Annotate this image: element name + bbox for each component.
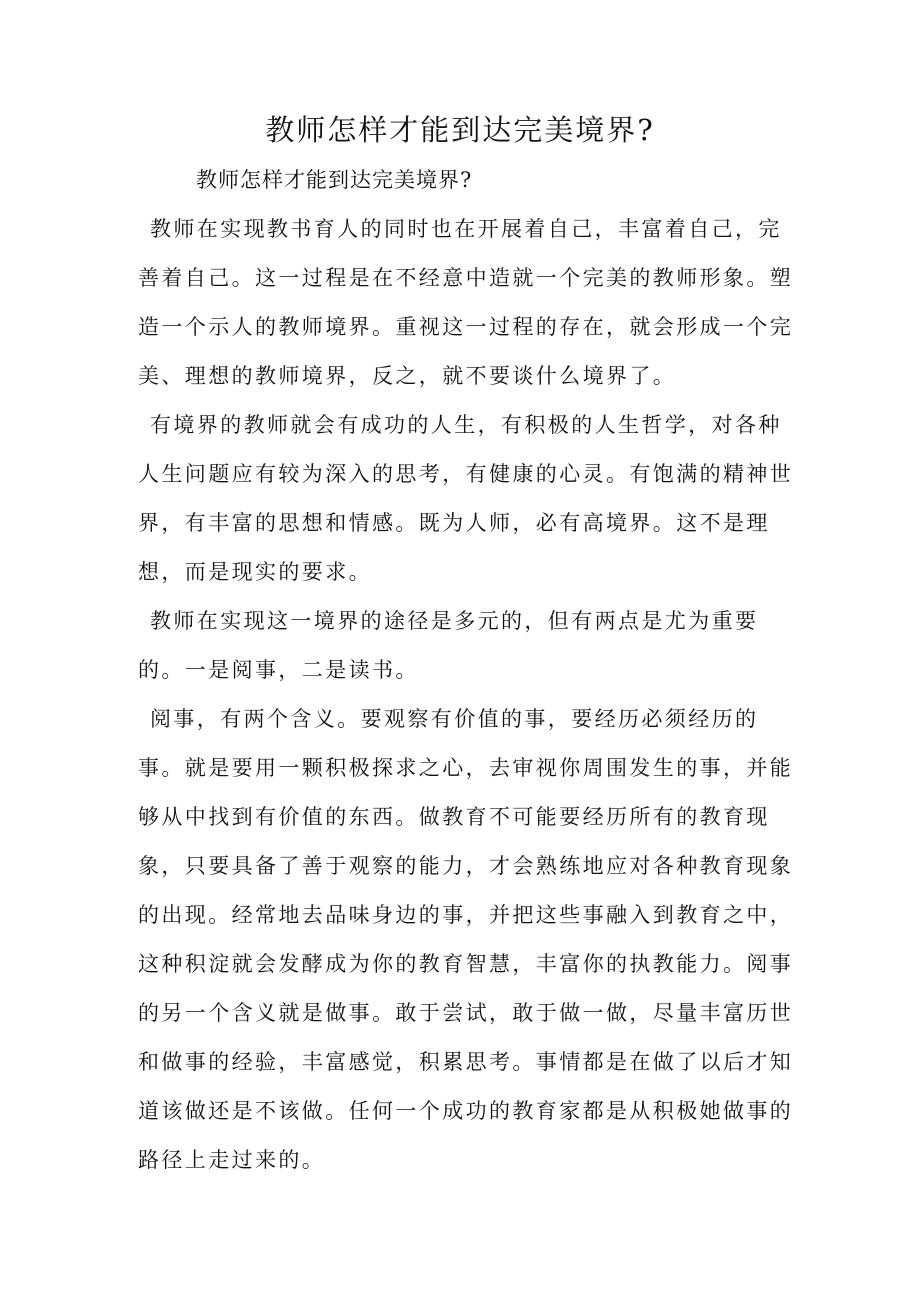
body-line: 和做事的经验，丰富感觉，积累思考。事情都是在做了以后才知 [138,1050,794,1074]
body-line: 的出现。经常地去品味身边的事，并把这些事融入到教育之中， [138,903,794,927]
body-line: 的另一个含义就是做事。敢于尝试，敢于做一做，尽量丰富历世 [138,1001,794,1025]
body-line: 美、理想的教师境界，反之，就不要谈什么境界了。 [138,364,677,388]
body-line: 人生问题应有较为深入的思考，有健康的心灵。有饱满的精神世 [138,462,794,486]
body-line: 够从中找到有价值的东西。做教育不可能要经历所有的教育现 [138,805,770,829]
body-line: 想，而是现实的要求。 [138,560,372,584]
body-line: 造一个示人的教师境界。重视这一过程的存在，就会形成一个完 [138,315,794,339]
body-line: 路径上走过来的。 [138,1148,326,1172]
body-line: 教师在实现教书育人的同时也在开展着自己，丰富着自己，完 [150,217,782,241]
body-line: 教师在实现这一境界的途径是多元的，但有两点是尤为重要 [150,609,759,633]
document-subtitle: 教师怎样才能到达完美境界? [196,168,473,192]
body-line: 象，只要具备了善于观察的能力，才会熟练地应对各种教育现象 [138,854,794,878]
body-line: 阅事，有两个含义。要观察有价值的事，要经历必须经历的 [150,707,759,731]
body-line: 界，有丰富的思想和情感。既为人师，必有高境界。这不是理 [138,511,770,535]
body-line: 事。就是要用一颗积极探求之心，去审视你周围发生的事，并能 [138,756,794,780]
body-line: 的。一是阅事，二是读书。 [138,658,419,682]
body-line: 善着自己。这一过程是在不经意中造就一个完美的教师形象。塑 [138,266,794,290]
document-body [138,205,798,1185]
body-line: 有境界的教师就会有成功的人生，有积极的人生哲学，对各种 [150,413,782,437]
body-line: 道该做还是不该做。任何一个成功的教育家都是从积极她做事的 [138,1099,794,1123]
document-title: 教师怎样才能到达完美境界? [265,113,655,147]
body-line: 这种积淀就会发酵成为你的教育智慧，丰富你的执教能力。阅事 [138,952,794,976]
